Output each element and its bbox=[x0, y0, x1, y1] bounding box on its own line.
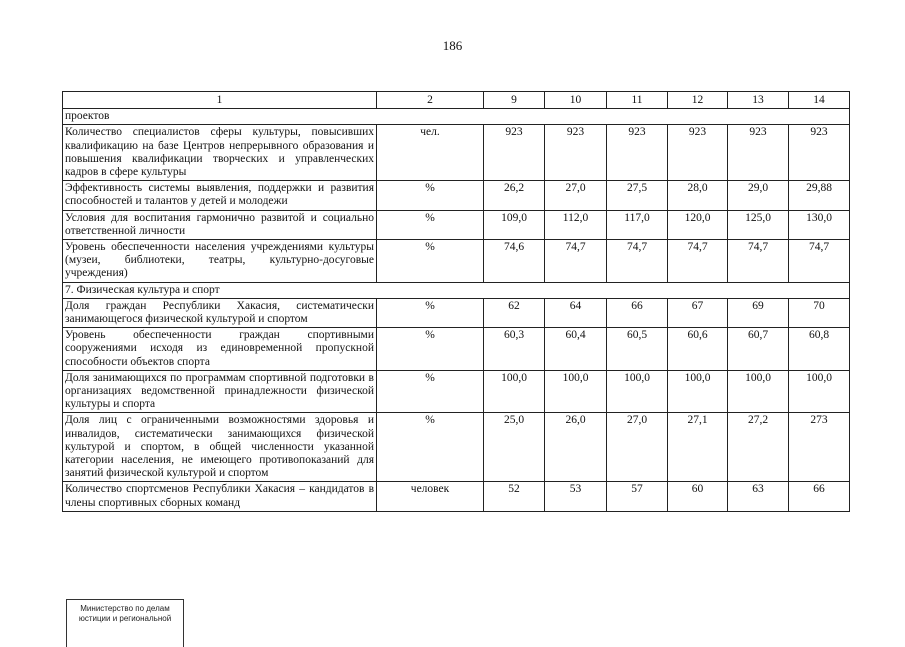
table-row bbox=[63, 413, 850, 482]
value-cell: 60,7 bbox=[728, 328, 789, 371]
unit-cell: % bbox=[377, 298, 484, 327]
value-cell: 74,6 bbox=[484, 240, 545, 283]
value-cell: 28,0 bbox=[668, 181, 728, 210]
value-cell: 74,7 bbox=[668, 240, 728, 283]
value-cell: 53 bbox=[545, 482, 607, 511]
value-cell: 70 bbox=[789, 298, 850, 327]
value-cell: 26,0 bbox=[545, 413, 607, 482]
indicator-name: Эффективность системы выявления, поддержки и развития способностей и талантов у детей и молодежи bbox=[63, 181, 377, 210]
value-cell: 60,4 bbox=[545, 328, 607, 371]
value-cell: 74,7 bbox=[789, 240, 850, 283]
column-header: 9 bbox=[484, 92, 545, 109]
table-row bbox=[63, 240, 850, 283]
stamp-line: юстиции и региональной bbox=[78, 614, 172, 623]
value-cell: 100,0 bbox=[484, 370, 545, 413]
column-header: 10 bbox=[545, 92, 607, 109]
unit-cell: % bbox=[377, 370, 484, 413]
value-cell: 112,0 bbox=[545, 210, 607, 239]
table-row bbox=[63, 210, 850, 239]
column-header: 2 bbox=[377, 92, 484, 109]
value-cell: 923 bbox=[789, 125, 850, 181]
table-row bbox=[63, 298, 850, 327]
unit-cell: % bbox=[377, 328, 484, 371]
page-number: 186 bbox=[442, 38, 463, 53]
section-title: проектов bbox=[63, 109, 850, 125]
value-cell: 100,0 bbox=[607, 370, 668, 413]
value-cell: 57 bbox=[607, 482, 668, 511]
column-header: 14 bbox=[789, 92, 850, 109]
value-cell: 923 bbox=[668, 125, 728, 181]
value-cell: 923 bbox=[607, 125, 668, 181]
value-cell: 100,0 bbox=[668, 370, 728, 413]
table-row bbox=[63, 125, 850, 181]
indicator-name: Доля лиц с ограниченными возможностями здоровья и инвалидов, систематически занимающихся физической культурой и спортом, в общей численности указанной категории населения, не имеющего противопоказаний для занятий физической культурой и спортом bbox=[63, 413, 377, 482]
value-cell: 74,7 bbox=[728, 240, 789, 283]
value-cell: 117,0 bbox=[607, 210, 668, 239]
unit-cell: % bbox=[377, 181, 484, 210]
section-row bbox=[63, 109, 850, 125]
value-cell: 27,0 bbox=[607, 413, 668, 482]
value-cell: 64 bbox=[545, 298, 607, 327]
value-cell: 27,5 bbox=[607, 181, 668, 210]
unit-cell: % bbox=[377, 413, 484, 482]
value-cell: 63 bbox=[728, 482, 789, 511]
value-cell: 67 bbox=[668, 298, 728, 327]
value-cell: 26,2 bbox=[484, 181, 545, 210]
value-cell: 62 bbox=[484, 298, 545, 327]
value-cell: 27,2 bbox=[728, 413, 789, 482]
table-row bbox=[63, 482, 850, 511]
value-cell: 29,0 bbox=[728, 181, 789, 210]
value-cell: 27,0 bbox=[545, 181, 607, 210]
value-cell: 60,8 bbox=[789, 328, 850, 371]
indicator-name: Количество специалистов сферы культуры, повысивших квалификацию на базе Центров непрерывного образования и повышения квалификации творческих и управленческих кадров в сфере культуры bbox=[63, 125, 377, 181]
value-cell: 27,1 bbox=[668, 413, 728, 482]
column-header: 11 bbox=[607, 92, 668, 109]
value-cell: 25,0 bbox=[484, 413, 545, 482]
value-cell: 125,0 bbox=[728, 210, 789, 239]
value-cell: 29,88 bbox=[789, 181, 850, 210]
column-header: 1 bbox=[63, 92, 377, 109]
table-row bbox=[63, 181, 850, 210]
header-row bbox=[63, 92, 850, 109]
column-header: 13 bbox=[728, 92, 789, 109]
column-header: 12 bbox=[668, 92, 728, 109]
stamp-line: Министерство по делам bbox=[80, 604, 170, 613]
value-cell: 74,7 bbox=[607, 240, 668, 283]
value-cell: 60,3 bbox=[484, 328, 545, 371]
unit-cell: % bbox=[377, 240, 484, 283]
value-cell: 100,0 bbox=[545, 370, 607, 413]
table-body bbox=[63, 109, 850, 512]
value-cell: 120,0 bbox=[668, 210, 728, 239]
value-cell: 60,5 bbox=[607, 328, 668, 371]
value-cell: 74,7 bbox=[545, 240, 607, 283]
table-row bbox=[63, 328, 850, 371]
indicator-name: Уровень обеспеченности граждан спортивными сооружениями исходя из единовременной пропускной способности объектов спорта bbox=[63, 328, 377, 371]
section-row bbox=[63, 282, 850, 298]
unit-cell: % bbox=[377, 210, 484, 239]
value-cell: 109,0 bbox=[484, 210, 545, 239]
value-cell: 273 bbox=[789, 413, 850, 482]
value-cell: 923 bbox=[484, 125, 545, 181]
indicator-name: Количество спортсменов Республики Хакасия – кандидатов в члены спортивных сборных команд bbox=[63, 482, 377, 511]
value-cell: 52 bbox=[484, 482, 545, 511]
indicator-name: Уровень обеспеченности населения учреждениями культуры (музеи, библиотеки, театры, культурно-досуговые учреждения) bbox=[63, 240, 377, 283]
unit-cell: чел. bbox=[377, 125, 484, 181]
value-cell: 923 bbox=[545, 125, 607, 181]
value-cell: 60 bbox=[668, 482, 728, 511]
value-cell: 923 bbox=[728, 125, 789, 181]
indicator-name: Доля занимающихся по программам спортивной подготовки в организациях ведомственной принадлежности физической культуры и спорта bbox=[63, 370, 377, 413]
table-row bbox=[63, 370, 850, 413]
value-cell: 66 bbox=[789, 482, 850, 511]
indicators-table bbox=[62, 91, 850, 512]
indicator-name: Доля граждан Республики Хакасия, систематически занимающегося физической культурой и спортом bbox=[63, 298, 377, 327]
indicator-name: Условия для воспитания гармонично развитой и социально ответственной личности bbox=[63, 210, 377, 239]
value-cell: 130,0 bbox=[789, 210, 850, 239]
value-cell: 60,6 bbox=[668, 328, 728, 371]
section-title: 7. Физическая культура и спорт bbox=[63, 282, 850, 298]
unit-cell: человек bbox=[377, 482, 484, 511]
value-cell: 66 bbox=[607, 298, 668, 327]
value-cell: 100,0 bbox=[789, 370, 850, 413]
value-cell: 69 bbox=[728, 298, 789, 327]
value-cell: 100,0 bbox=[728, 370, 789, 413]
